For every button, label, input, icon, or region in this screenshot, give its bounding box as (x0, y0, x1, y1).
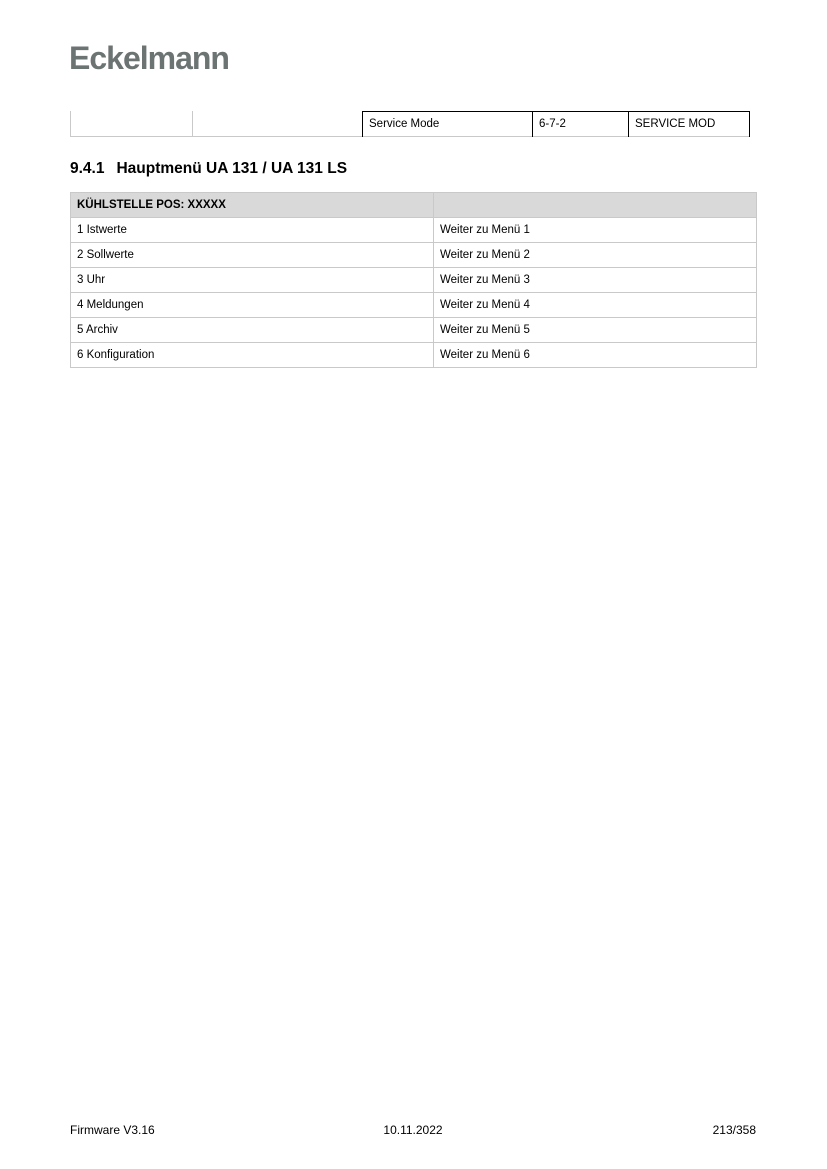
table-header-empty (434, 193, 757, 218)
menu-action-cell: Weiter zu Menü 5 (434, 318, 757, 343)
menu-action-cell: Weiter zu Menü 2 (434, 243, 757, 268)
table-row (71, 218, 757, 243)
menu-item-cell: 2 Sollwerte (71, 243, 434, 268)
section-number: 9.4.1 (70, 160, 105, 177)
table-row (71, 343, 757, 368)
menu-name-cell: Service Mode (362, 111, 532, 137)
empty-cell (193, 111, 362, 137)
table-row (71, 293, 757, 318)
menu-item-cell: 4 Meldungen (71, 293, 434, 318)
service-mode-table-row (70, 111, 750, 137)
menu-item-cell: 3 Uhr (71, 268, 434, 293)
menu-item-cell: 5 Archiv (71, 318, 434, 343)
page-footer (70, 1122, 756, 1138)
section-title: Hauptmenü UA 131 / UA 131 LS (116, 160, 348, 177)
menu-action-cell: Weiter zu Menü 4 (434, 293, 757, 318)
menu-code-cell: 6-7-2 (532, 111, 628, 137)
empty-cell (70, 111, 193, 137)
footer-date: 10.11.2022 (383, 1123, 443, 1137)
section-heading (70, 160, 347, 178)
menu-action-cell: Weiter zu Menü 1 (434, 218, 757, 243)
menu-item-cell: 6 Konfiguration (71, 343, 434, 368)
table-header-row (71, 193, 757, 218)
menu-item-cell: 1 Istwerte (71, 218, 434, 243)
footer-firmware-version: Firmware V3.16 (70, 1123, 155, 1137)
menu-action-cell: Weiter zu Menü 3 (434, 268, 757, 293)
table-row (71, 268, 757, 293)
table-row (71, 243, 757, 268)
table-row (71, 318, 757, 343)
table-header-title: KÜHLSTELLE POS: XXXXX (71, 193, 434, 218)
main-menu-table (70, 192, 757, 368)
footer-page-number: 213/358 (712, 1123, 756, 1137)
menu-action-cell: Weiter zu Menü 6 (434, 343, 757, 368)
eckelmann-logo: Eckelmann (69, 40, 229, 76)
menu-display-cell: SERVICE MOD (628, 111, 750, 137)
